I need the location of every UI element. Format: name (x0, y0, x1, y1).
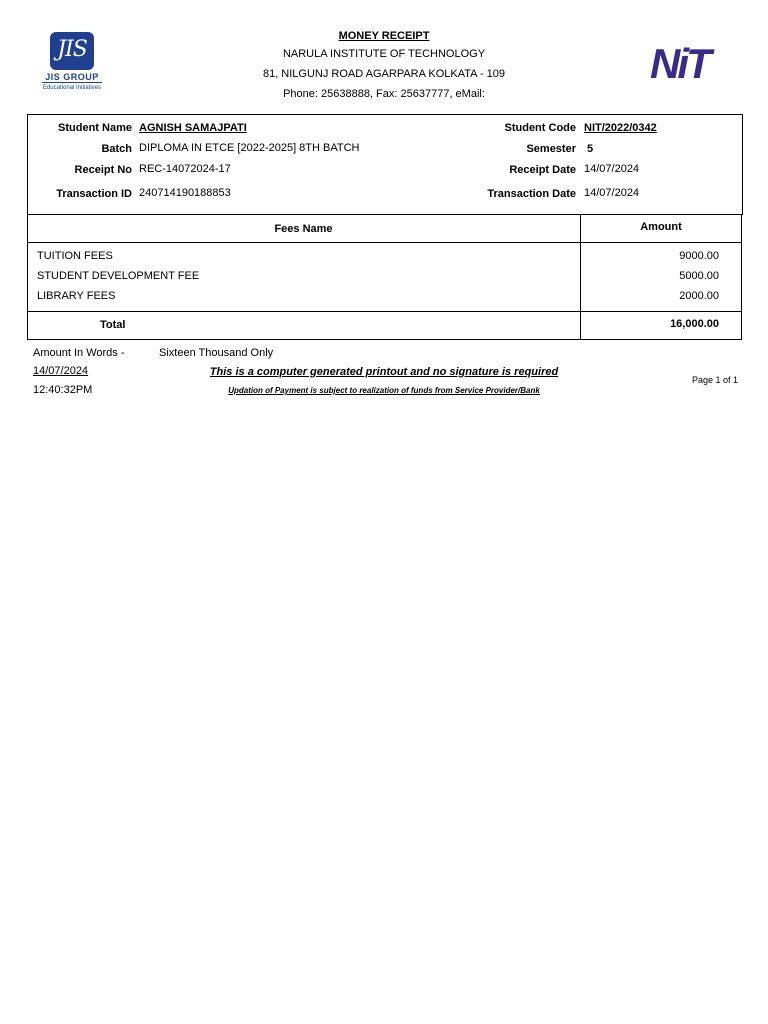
semester-value: 5 (587, 143, 594, 155)
fees-table (27, 214, 742, 340)
payment-updation-note: Updation of Payment is subject to realization of funds from Service Provider/Bank (228, 386, 540, 395)
fees-table-top-border (27, 214, 742, 215)
institute-address: 81, NILGUNJ ROAD AGARPARA KOLKATA - 109 (262, 68, 506, 80)
student-name-label: Student Name (58, 122, 132, 134)
fees-total-divider (27, 311, 742, 312)
transaction-date-label: Transaction Date (487, 188, 576, 200)
nit-logo-text: NiT (650, 40, 709, 87)
receipt-title: MONEY RECEIPT (338, 30, 430, 42)
amount-in-words-value: Sixteen Thousand Only (159, 347, 274, 359)
total-label: Total (100, 319, 126, 331)
total-amount: 16,000.00 (670, 318, 719, 330)
fee-row-amount: 9000.00 (679, 250, 719, 262)
page-number: Page 1 of 1 (691, 375, 738, 385)
nit-logo (650, 40, 742, 88)
student-code-value: NIT/2022/0342 (584, 122, 657, 134)
computer-generated-note: This is a computer generated printout and no signature is required (209, 366, 559, 378)
fees-name-header: Fees Name (274, 223, 333, 235)
fee-row-name: STUDENT DEVELOPMENT FEE (37, 270, 200, 282)
transaction-date-value: 14/07/2024 (584, 187, 640, 199)
transaction-id-label: Transaction ID (56, 188, 132, 200)
receipt-no-value: REC-14072024-17 (139, 163, 231, 175)
institute-name: NARULA INSTITUTE OF TECHNOLOGY (282, 48, 486, 60)
amount-in-words-label: Amount In Words - (33, 347, 125, 359)
print-date: 14/07/2024 (33, 365, 89, 377)
fee-row-name: LIBRARY FEES (37, 290, 116, 302)
batch-label: Batch (101, 143, 132, 155)
institute-contact: Phone: 25638888, Fax: 25637777, eMail: (283, 88, 485, 100)
transaction-id-value: 240714190188853 (139, 187, 231, 199)
fees-table-bottom-border (27, 339, 742, 340)
student-code-label: Student Code (504, 122, 576, 134)
jis-logo-mark-text: JIS (57, 37, 87, 62)
receipt-date-label: Receipt Date (509, 164, 576, 176)
fee-row-amount: 5000.00 (679, 270, 719, 282)
receipt-no-label: Receipt No (74, 164, 132, 176)
receipt-date-value: 14/07/2024 (584, 163, 640, 175)
fee-row-name: TUITION FEES (37, 250, 113, 262)
jis-logo-tagline: Educational Initiatives (42, 85, 102, 91)
jis-logo-mark (50, 32, 94, 70)
batch-value: DIPLOMA IN ETCE [2022-2025] 8TH BATCH (139, 142, 360, 154)
jis-group-logo (36, 32, 108, 96)
jis-logo-name: JIS GROUP (42, 72, 102, 83)
student-name-value: AGNISH SAMAJPATI (139, 122, 247, 134)
fees-header-divider (27, 242, 742, 243)
fee-row-amount: 2000.00 (679, 290, 719, 302)
print-time: 12:40:32PM (33, 384, 93, 396)
fees-table-right-border (741, 214, 742, 340)
amount-header: Amount (640, 221, 682, 233)
semester-label: Semester (526, 143, 576, 155)
